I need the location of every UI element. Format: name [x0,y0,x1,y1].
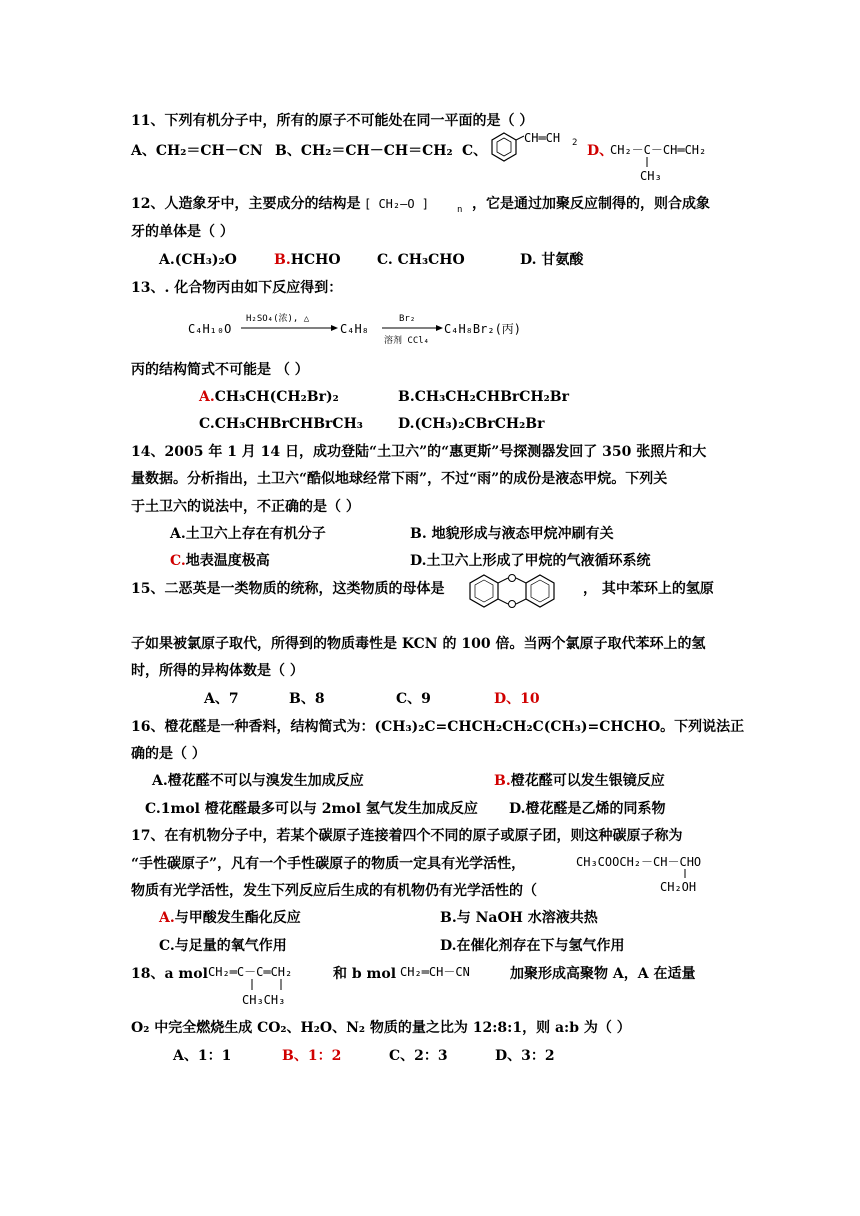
q17-structure-branch: CH₂OH [660,880,697,894]
q18-option-d: D、3：2 [495,1048,555,1064]
q11-option-d-structure [608,138,728,184]
q14-line2: 量数据。分析指出，土卫六“酷似地球经常下雨”，不过“雨”的成份是液态甲烷。下列关 [131,471,668,487]
q17-line1: 17、在有机物分子中，若某个碳原子连接着四个不同的原子或原子团，则这种碳原子称为 [131,828,683,844]
q12-option-b-letter: B. [274,252,291,268]
q18-line2: O₂ 中完全燃烧生成 CO₂、H₂O、N₂ 物质的量之比为 12:8:1，则 a:b 为（ ） [131,1020,631,1036]
q18-stem-end: 加聚形成高聚物 A，A 在适量 [510,966,696,982]
q14-line3: 于土卫六的说法中，不正确的是（ ） [131,499,360,515]
q13-option-a [199,387,339,407]
q18-monomer-1-main: CH₂═C－C═CH₂ [208,965,293,979]
q15-option-a: A、7 [204,691,239,707]
q17-option-b: B.与 NaOH 水溶液共热 [440,910,598,926]
q12-stem-continued: ，它是通过加聚反应制得的，则合成象 [472,196,710,212]
q18-stem-mid: 和 b mol [333,966,397,982]
q17-line2: “手性碳原子”，凡有一个手性碳原子的物质一定具有光学活性， [131,856,526,872]
q14-option-b: B. 地貌形成与液态甲烷冲刷有关 [410,526,614,542]
q14-option-c-text: 地表温度极高 [185,553,270,569]
q11-option-a: A、CH₂＝CH－CN [131,143,263,159]
q17-line3: 物质有光学活性，发生下列反应后生成的有机物仍有光学活性的（ [131,883,537,899]
q17-structure-main: CH₃COOCH₂－CH－CHO [576,855,702,869]
q18-monomer-1-branch: CH₃CH₃ [242,993,286,1007]
q11-option-c: C、 [462,143,488,159]
q14-option-c-letter: C. [170,553,186,569]
q16-option-b [494,771,665,791]
q18-monomer-2 [398,960,508,984]
q12-stem: 12、人造象牙中，主要成分的结构是 [131,196,361,212]
q11-option-b: B、CH₂＝CH－CH＝CH₂ [275,143,453,159]
q18-option-c: C、2：3 [389,1048,448,1064]
q13-reaction-scheme [186,306,522,348]
q12-option-c: C. CH₃CHO [377,252,465,268]
q14-option-a: A.土卫六上存在有机分子 [170,526,326,542]
q15-option-c: C、9 [396,691,431,707]
q17-option-a-letter: A. [159,910,175,926]
q14-line1: 14、2005 年 1 月 14 日，成功登陆“土卫六”的“惠更斯”号探测器发回了 350 张照片和大 [131,444,707,460]
q15-stem: 15、二恶英是一类物质的统称，这类物质的母体是 [131,581,445,597]
q13-option-d: D.(CH₃)₂CBrCH₂Br [398,416,545,432]
q12-option-d: D. 甘氨酸 [520,252,584,268]
q17-option-c: C.与足量的氧气作用 [159,938,287,954]
q16-option-c: C.1mol 橙花醛最多可以与 2mol 氢气发生加成反应 [145,801,478,817]
q11-option-d-branch: CH₃ [640,169,662,183]
q18-monomer-2-formula: CH₂═CH－CN [400,965,470,979]
q15-stem-continued: ， 其中苯环上的氢原 [583,581,714,597]
q12-structure-n: n [457,205,463,215]
q16-line2: 确的是（ ） [131,746,206,762]
dioxin-structure [466,569,560,615]
q18-stem: 18、a mol [131,966,208,982]
q12-structure [362,192,462,218]
q15-line2: 子如果被氯原子取代，所得到的物质毒性是 KCN 的 100 倍。当两个氯原子取代苯环上的氢 [131,636,706,652]
q16-option-b-text: 橙花醛可以发生银镜反应 [510,773,665,789]
q16-line1: 16、橙花醛是一种香料，结构简式为：(CH₃)₂C=CHCH₂CH₂C(CH₃)=CHCHO。下列说法正 [131,719,745,735]
q16-option-b-letter: B. [494,773,511,789]
q15-option-d: D、10 [494,691,540,707]
q13-option-a-text: CH₃CH(CH₂Br)₂ [214,389,339,405]
q13-option-a-letter: A. [199,389,215,405]
q11-option-c-subscript: 2 [572,138,578,148]
q13-condition-2b: 溶剂 CCl₄ [384,336,430,346]
q18-option-b: B、1：2 [282,1048,342,1064]
q15-option-b: B、8 [289,691,325,707]
q12-line2: 牙的单体是（ ） [131,224,234,240]
q18-option-a: A、1：1 [173,1048,232,1064]
q11-option-d: D、 [587,143,614,159]
q13-option-b: B.CH₃CH₂CHBrCH₂Br [398,389,570,405]
q16-option-a: A.橙花醛不可以与溴发生加成反应 [152,773,364,789]
q12-structure-formula: [ CH₂—O ] [364,197,430,211]
q12-option-b-text: HCHO [290,252,341,268]
q13-reactant: C₄H₁₀O [188,322,232,336]
q11-stem: 11、下列有机分子中，所有的原子不可能处在同一平面的是（ ） [131,113,534,129]
q13-question: 丙的结构简式不可能是 （ ） [131,362,309,378]
q11-option-c-sidechain: CH═CH [524,131,561,145]
q13-option-c: C.CH₃CHBrCHBrCH₃ [199,416,363,432]
q13-intermediate: C₄H₈ [340,322,369,336]
q12-option-a: A.(CH₃)₂O [159,252,237,268]
q17-option-d: D.在催化剂存在下与氢气作用 [440,938,625,954]
q13-product: C₄H₈Br₂(丙) [444,322,522,336]
q13-condition-1: H₂SO₄(浓), △ [246,314,310,324]
q17-option-a [159,908,301,928]
q17-structure [574,850,734,896]
q11-option-d-main: CH₂－C－CH═CH₂ [610,143,707,157]
q14-option-c [170,551,270,571]
q13-condition-2a: Br₂ [399,314,416,324]
q12-option-b [274,250,341,270]
q16-option-d: D.橙花醛是乙烯的同系物 [509,801,666,817]
q11-option-c-structure [490,128,590,174]
q13-stem: 13、. 化合物丙由如下反应得到： [131,280,343,296]
q18-monomer-1 [206,960,330,1012]
q17-option-a-text: 与甲酸发生酯化反应 [174,910,301,926]
q15-line3: 时，所得的异构体数是（ ） [131,663,304,679]
q14-option-d: D.土卫六上形成了甲烷的气液循环系统 [410,553,651,569]
